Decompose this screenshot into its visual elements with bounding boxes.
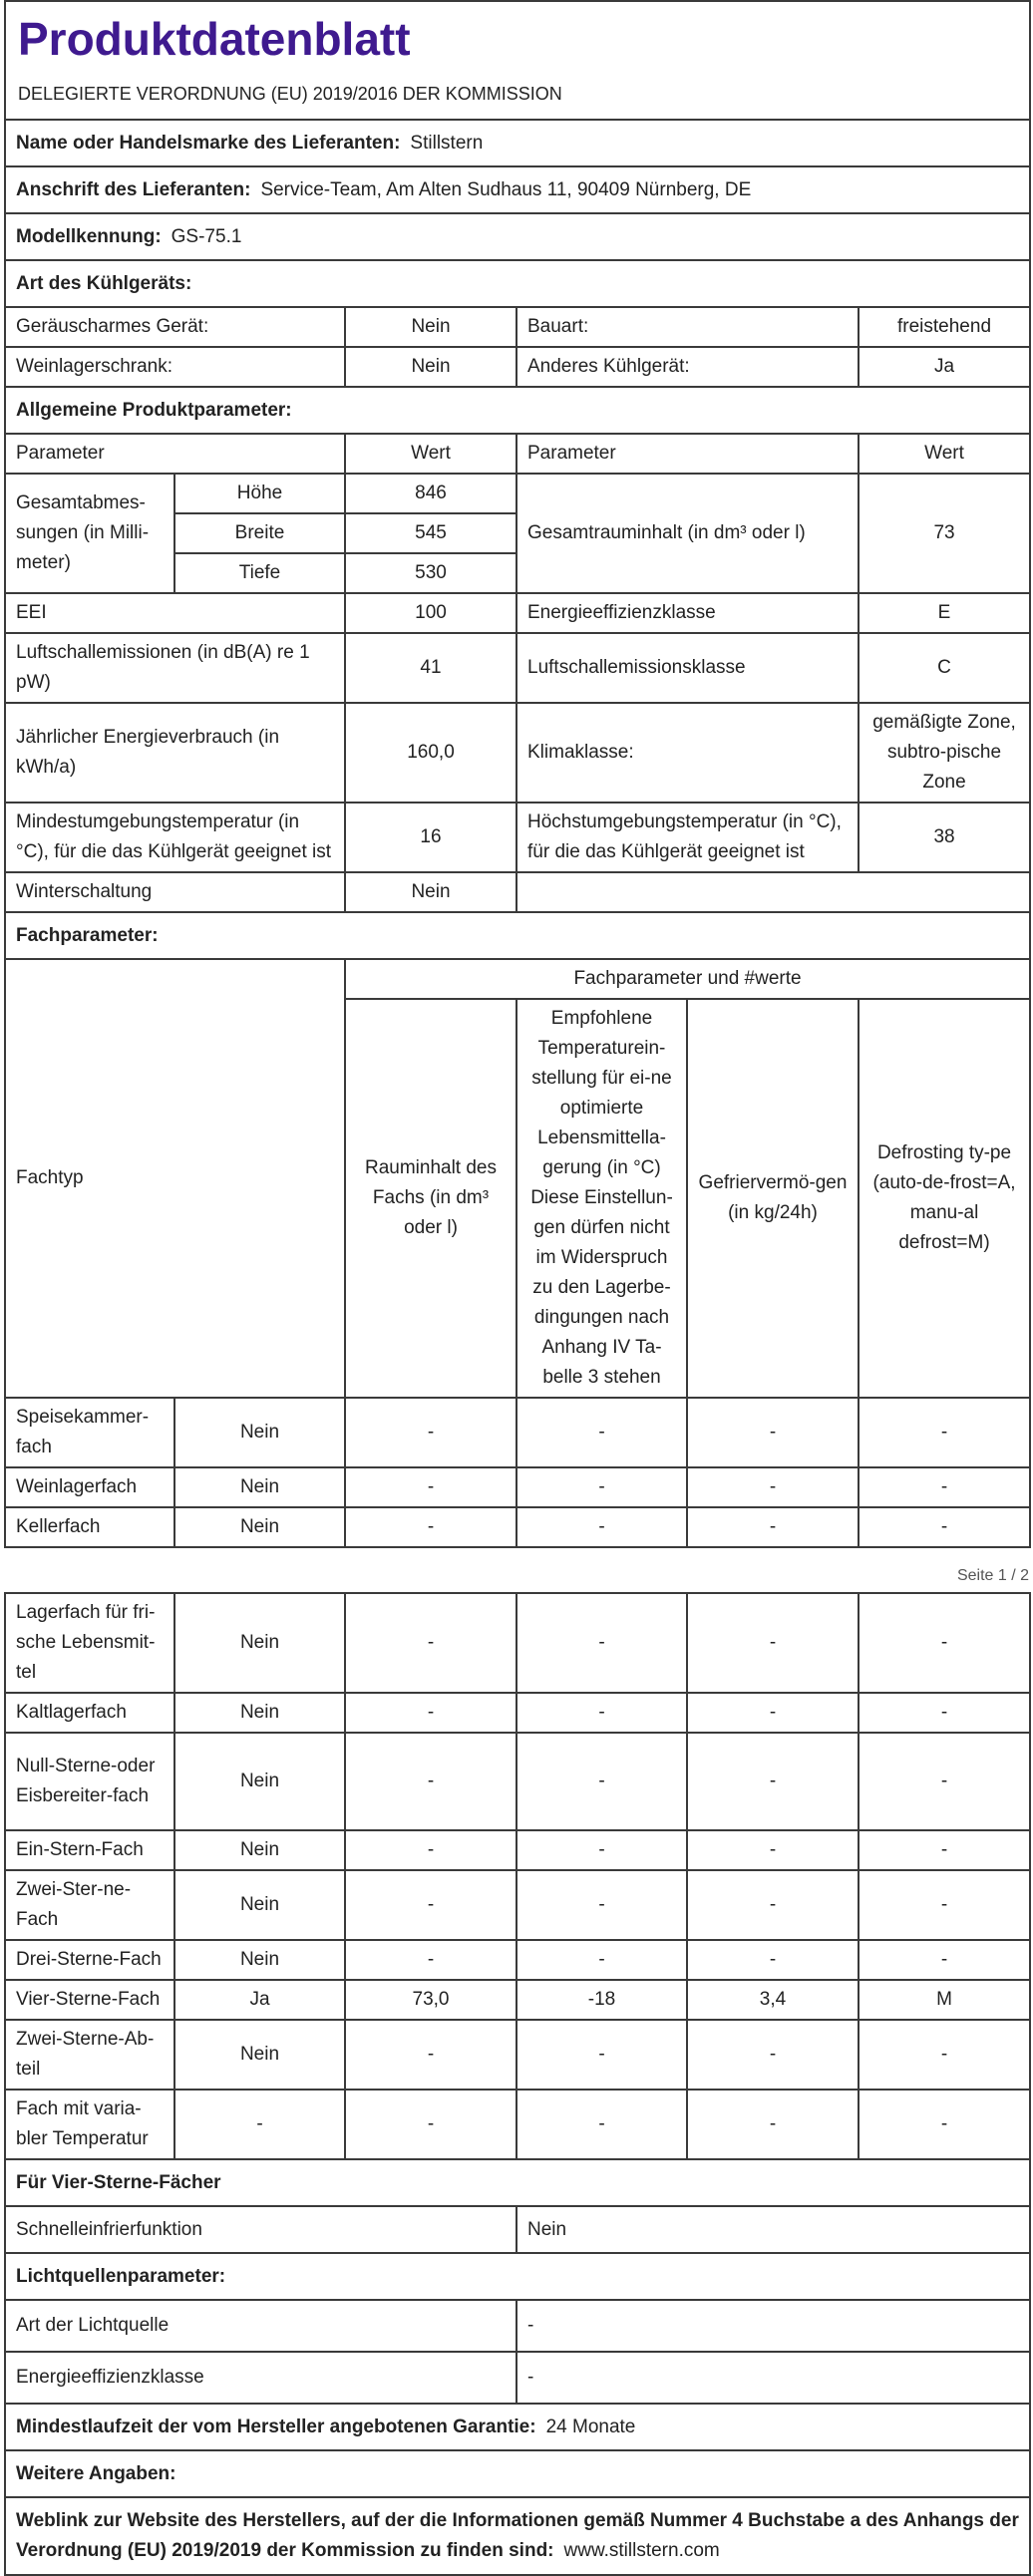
volume-value: 73 xyxy=(859,474,1030,593)
section-heading-four-star: Für Vier-Sterne-Fächer xyxy=(5,2159,1030,2206)
quick-freeze-value: Nein xyxy=(516,2206,1030,2253)
compartment-defrost: - xyxy=(859,1830,1030,1870)
compartment-defrost: - xyxy=(859,1733,1030,1830)
compartment-freezing: - xyxy=(687,1467,859,1507)
compartment-freezing: - xyxy=(687,1830,859,1870)
supplier-name-label: Name oder Handelsmarke des Lieferanten: xyxy=(16,132,401,154)
datasheet-page-2 xyxy=(4,1592,1029,2576)
datasheet-table-page-2 xyxy=(4,1592,1031,2576)
volume-label: Gesamtrauminhalt (in dm³ oder l) xyxy=(516,474,859,593)
compartment-freezing: - xyxy=(687,1398,859,1467)
noise-class-label: Luftschallemissionsklasse xyxy=(516,633,859,703)
noise-value: 41 xyxy=(345,633,516,703)
min-ambient-temp-label: Mindestumgebungstemperatur (in °C), für die das Kühlgerät geeignet ist xyxy=(5,803,345,872)
climate-class-label: Klimaklasse: xyxy=(516,703,859,803)
compartment-temperature: - xyxy=(516,1830,687,1870)
compartment-temperature: - xyxy=(516,1593,687,1693)
column-header-defrost: Defrosting ty-pe (auto-de-frost=A, manu-al defrost=M) xyxy=(859,999,1030,1398)
table-row xyxy=(5,1870,1030,1940)
column-header-value: Wert xyxy=(859,434,1030,474)
compartment-defrost: - xyxy=(859,1398,1030,1467)
compartment-name: Fach mit varia-bler Temperatur xyxy=(5,2090,174,2159)
compartment-defrost: - xyxy=(859,1693,1030,1733)
compartment-freezing: 3,4 xyxy=(687,1980,859,2020)
table-row xyxy=(5,1940,1030,1980)
compartment-temperature: - xyxy=(516,1940,687,1980)
compartment-freezing: - xyxy=(687,2020,859,2090)
section-heading-general: Allgemeine Produktparameter: xyxy=(5,387,1030,434)
supplier-address-row xyxy=(5,166,1030,213)
column-header-parameter: Parameter xyxy=(516,434,859,474)
table-row xyxy=(5,1507,1030,1547)
section-heading-light: Lichtquellenparameter: xyxy=(5,2253,1030,2300)
column-header-temperature: Empfohlene Temperaturein-stellung für ei-ne optimierte Lebensmittella-gerung (in °C) Diese Einstellun-gen dürfen nicht im Widerspruch zu den Lagerbe-dingungen nach Anhang IV Ta-belle 3 stehen xyxy=(516,999,687,1398)
min-ambient-temp-value: 16 xyxy=(345,803,516,872)
page-title: Produktdatenblatt xyxy=(18,12,411,65)
compartment-present: Nein xyxy=(174,1398,345,1467)
table-row xyxy=(5,1830,1030,1870)
table-row xyxy=(5,1980,1030,2020)
compartment-freezing: - xyxy=(687,2090,859,2159)
type-label: Bauart: xyxy=(516,307,859,347)
compartment-volume: - xyxy=(345,2090,516,2159)
height-label: Höhe xyxy=(174,474,345,513)
table-row xyxy=(5,1593,1030,1693)
column-header-value: Wert xyxy=(345,434,516,474)
type-value: Ja xyxy=(859,347,1030,387)
compartment-freezing: - xyxy=(687,1693,859,1733)
compartment-defrost: - xyxy=(859,1593,1030,1693)
compartment-freezing: - xyxy=(687,1507,859,1547)
compartment-defrost: - xyxy=(859,1467,1030,1507)
compartment-volume: - xyxy=(345,1507,516,1547)
compartment-name: Drei-Sterne-Fach xyxy=(5,1940,174,1980)
quick-freeze-label: Schnelleinfrierfunktion xyxy=(5,2206,516,2253)
warranty-row xyxy=(5,2404,1030,2450)
noise-label: Luftschallemissionen (in dB(A) re 1 pW) xyxy=(5,633,345,703)
compartment-volume: - xyxy=(345,2020,516,2090)
climate-class-value: gemäßigte Zone, subtro-pische Zone xyxy=(859,703,1030,803)
compartment-present: Nein xyxy=(174,1693,345,1733)
energy-class-label: Energieeffizienzklasse xyxy=(516,593,859,633)
section-heading-compartments: Fachparameter: xyxy=(5,912,1030,959)
width-label: Breite xyxy=(174,513,345,553)
max-ambient-temp-value: 38 xyxy=(859,803,1030,872)
supplier-name-value: Stillstern xyxy=(410,132,484,154)
table-row xyxy=(5,2020,1030,2090)
compartment-name: Zwei-Sterne-Ab-teil xyxy=(5,2020,174,2090)
compartment-name: Weinlagerfach xyxy=(5,1467,174,1507)
column-header-freezing: Gefriervermö-gen (in kg/24h) xyxy=(687,999,859,1398)
compartment-defrost: - xyxy=(859,1870,1030,1940)
page-number: Seite 1 / 2 xyxy=(956,1567,1029,1584)
type-label: Geräuscharmes Gerät: xyxy=(5,307,345,347)
compartment-name: Vier-Sterne-Fach xyxy=(5,1980,174,2020)
compartment-present: Nein xyxy=(174,1830,345,1870)
compartment-freezing: - xyxy=(687,1940,859,1980)
supplier-name-row xyxy=(5,120,1030,166)
compartment-volume: - xyxy=(345,1830,516,1870)
light-type-label: Art der Lichtquelle xyxy=(5,2300,516,2352)
energy-class-value: E xyxy=(859,593,1030,633)
compartment-temperature: - xyxy=(516,2020,687,2090)
compartment-present: Ja xyxy=(174,1980,345,2020)
table-row xyxy=(5,1693,1030,1733)
compartment-name: Null-Sterne-oder Eisbereiter-fach xyxy=(5,1733,174,1830)
width-value: 545 xyxy=(345,513,516,553)
compartment-present: Nein xyxy=(174,1733,345,1830)
compartment-defrost: - xyxy=(859,1507,1030,1547)
section-heading-more: Weitere Angaben: xyxy=(5,2450,1030,2497)
compartment-volume: - xyxy=(345,1593,516,1693)
compartment-name: Speisekammer-fach xyxy=(5,1398,174,1467)
type-value: Nein xyxy=(345,307,516,347)
compartment-volume: 73,0 xyxy=(345,1980,516,2020)
depth-value: 530 xyxy=(345,553,516,593)
compartment-params-header: Fachparameter und #werte xyxy=(345,959,1030,999)
annual-energy-value: 160,0 xyxy=(345,703,516,803)
compartment-name: Kellerfach xyxy=(5,1507,174,1547)
noise-class-value: C xyxy=(859,633,1030,703)
type-label: Anderes Kühlgerät: xyxy=(516,347,859,387)
model-row xyxy=(5,213,1030,260)
weblink-row xyxy=(5,2497,1030,2575)
compartment-name: Zwei-Ster-ne-Fach xyxy=(5,1870,174,1940)
compartment-temperature: - xyxy=(516,1693,687,1733)
table-row xyxy=(5,2090,1030,2159)
type-value: Nein xyxy=(345,347,516,387)
depth-label: Tiefe xyxy=(174,553,345,593)
compartment-present: - xyxy=(174,2090,345,2159)
model-value: GS-75.1 xyxy=(171,225,242,247)
compartment-temperature: - xyxy=(516,1733,687,1830)
compartment-name: Ein-Stern-Fach xyxy=(5,1830,174,1870)
compartment-volume: - xyxy=(345,1870,516,1940)
table-row xyxy=(5,1398,1030,1467)
annual-energy-label: Jährlicher Energieverbrauch (in kWh/a) xyxy=(5,703,345,803)
weblink-value[interactable]: www.stillstern.com xyxy=(563,2540,720,2561)
supplier-address-value: Service-Team, Am Alten Sudhaus 11, 90409 Nürnberg, DE xyxy=(260,178,752,200)
compartment-defrost: - xyxy=(859,2020,1030,2090)
compartment-temperature: - xyxy=(516,2090,687,2159)
compartment-volume: - xyxy=(345,1398,516,1467)
compartment-name: Kaltlagerfach xyxy=(5,1693,174,1733)
compartment-volume: - xyxy=(345,1693,516,1733)
dimensions-label: Gesamtabmes-sungen (in Milli-meter) xyxy=(5,474,174,593)
datasheet-table-page-1 xyxy=(4,0,1031,1548)
supplier-address-label: Anschrift des Lieferanten: xyxy=(16,178,251,200)
compartment-volume: - xyxy=(345,1733,516,1830)
compartment-present: Nein xyxy=(174,1467,345,1507)
eei-value: 100 xyxy=(345,593,516,633)
compartment-type-header: Fachtyp xyxy=(5,959,345,1398)
model-label: Modellkennung: xyxy=(16,225,162,247)
compartment-present: Nein xyxy=(174,2020,345,2090)
warranty-value: 24 Monate xyxy=(545,2415,636,2437)
compartment-temperature: - xyxy=(516,1467,687,1507)
light-type-value: - xyxy=(516,2300,1030,2352)
column-header-volume: Rauminhalt des Fachs (in dm³ oder l) xyxy=(345,999,516,1398)
light-energy-class-label: Energieeffizienzklasse xyxy=(5,2352,516,2404)
weblink-label: Weblink zur Website des Herstellers, auf der die Informationen gemäß Nummer 4 Buchstabe a des Anhangs der Verordnung (EU) 2019/2019 der Kommission zu finden sind: xyxy=(16,2510,1019,2561)
compartment-present: Nein xyxy=(174,1507,345,1547)
compartment-volume: - xyxy=(345,1467,516,1507)
type-value: freistehend xyxy=(859,307,1030,347)
section-heading-type: Art des Kühlgeräts: xyxy=(5,260,1030,307)
compartment-present: Nein xyxy=(174,1593,345,1693)
compartment-present: Nein xyxy=(174,1940,345,1980)
table-row xyxy=(5,1467,1030,1507)
compartment-temperature: - xyxy=(516,1507,687,1547)
regulation-subtitle: DELEGIERTE VERORDNUNG (EU) 2019/2016 DER KOMMISSION xyxy=(5,73,1030,120)
compartment-temperature: -18 xyxy=(516,1980,687,2020)
compartment-defrost: - xyxy=(859,1940,1030,1980)
light-energy-class-value: - xyxy=(516,2352,1030,2404)
compartment-freezing: - xyxy=(687,1593,859,1693)
compartment-volume: - xyxy=(345,1940,516,1980)
compartment-freezing: - xyxy=(687,1870,859,1940)
compartment-freezing: - xyxy=(687,1733,859,1830)
compartment-present: Nein xyxy=(174,1870,345,1940)
compartment-name: Lagerfach für fri-sche Lebensmit-tel xyxy=(5,1593,174,1693)
compartment-defrost: - xyxy=(859,2090,1030,2159)
height-value: 846 xyxy=(345,474,516,513)
max-ambient-temp-label: Höchstumgebungstemperatur (in °C), für die das Kühlgerät geeignet ist xyxy=(516,803,859,872)
winter-mode-label: Winterschaltung xyxy=(5,872,345,912)
datasheet-page-1 xyxy=(4,0,1029,1548)
winter-mode-value: Nein xyxy=(345,872,516,912)
compartment-temperature: - xyxy=(516,1398,687,1467)
warranty-label: Mindestlaufzeit der vom Hersteller angebotenen Garantie: xyxy=(16,2415,536,2437)
eei-label: EEI xyxy=(5,593,345,633)
type-label: Weinlagerschrank: xyxy=(5,347,345,387)
column-header-parameter: Parameter xyxy=(5,434,345,474)
compartment-temperature: - xyxy=(516,1870,687,1940)
table-row xyxy=(5,1733,1030,1830)
compartment-defrost: M xyxy=(859,1980,1030,2020)
